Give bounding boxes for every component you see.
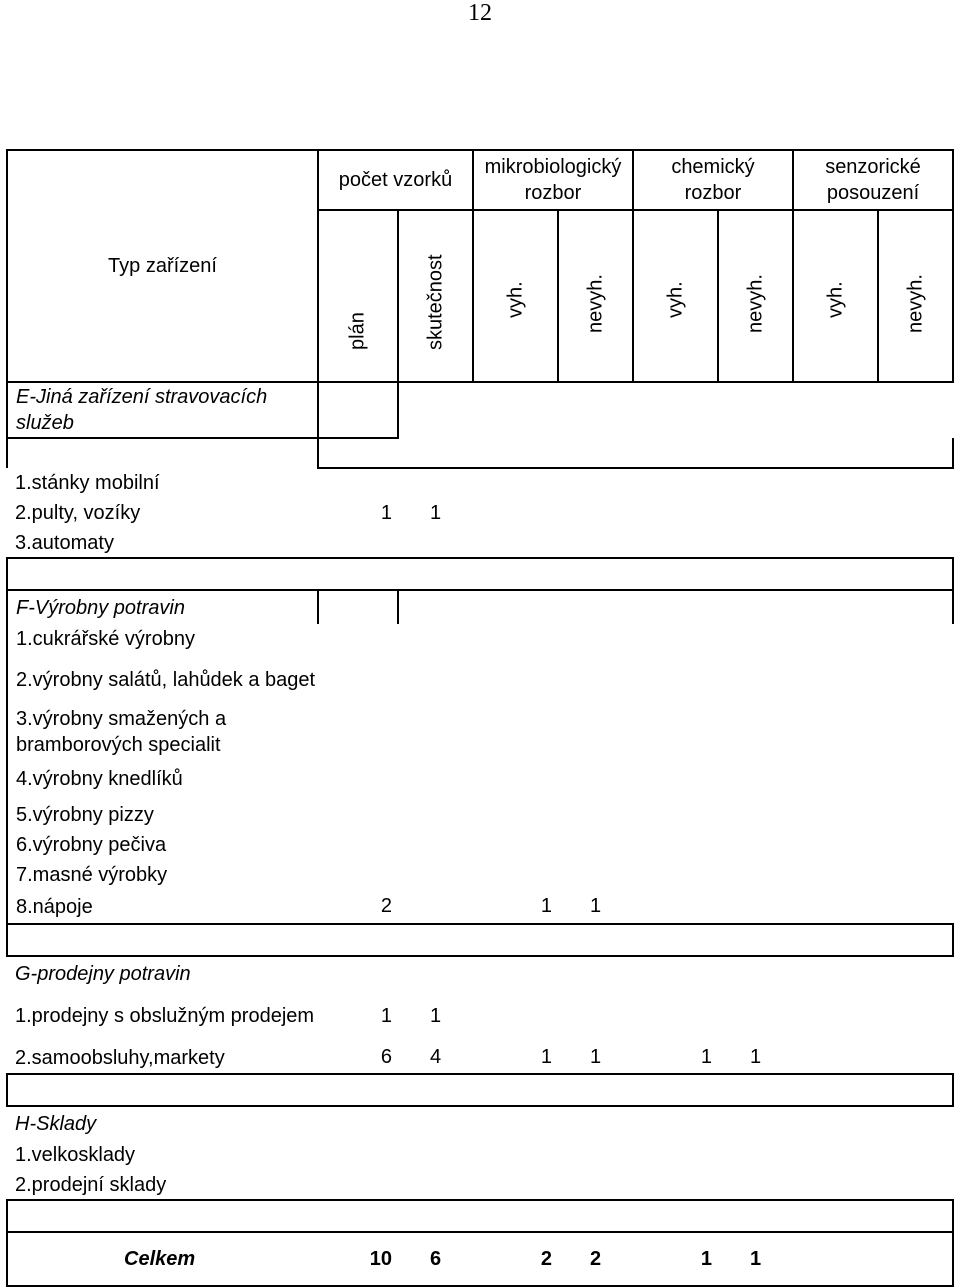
plan-header: plán (318, 210, 398, 382)
actual-header: skutečnost (398, 210, 473, 382)
row-e2-label: 2.pulty, vozíky (15, 502, 141, 524)
row-f8-micro-fail: 1 (589, 895, 602, 917)
row-e2-plan: 1 (380, 501, 392, 524)
row-f6-label: 6.výrobny pečiva (7, 830, 318, 860)
row-g2-actual: 4 (429, 1046, 442, 1068)
row-g2-chem-pass: 1 (700, 1046, 712, 1068)
total-chem-pass: 1 (633, 1232, 718, 1286)
section-e-title: E-Jiná zařízení stravovacích služeb (7, 382, 318, 438)
row-g1-plan: 1 (380, 1004, 392, 1027)
section-g-title: G-prodejny potravin (15, 962, 191, 985)
row-f4-label: 4.výrobny knedlíků (7, 758, 318, 800)
row-e3-label: 3.automaty (15, 531, 114, 554)
row-g2-micro-pass: 1 (540, 1046, 552, 1068)
row-f2-label: 2.výrobny salátů, lahůdek a baget (7, 654, 318, 706)
chem-pass-header: vyh. (633, 210, 718, 382)
row-h1-label: 1.velkosklady (15, 1144, 136, 1166)
row-f3-label: 3.výrobny smažených a bramborových specialit (7, 706, 318, 758)
row-f8-plan: 2 (380, 895, 392, 917)
row-f8-micro-pass: 1 (540, 895, 552, 917)
total-actual: 6 (398, 1232, 473, 1286)
micro-pass-header: vyh. (473, 210, 558, 382)
row-g2-plan: 6 (380, 1046, 392, 1068)
sens-fail-header: nevyh. (878, 210, 953, 382)
section-separator (7, 558, 953, 590)
row-g2-micro-fail: 1 (589, 1046, 602, 1068)
samples-table (6, 149, 954, 1287)
sample-count-header: počet vzorků (318, 150, 473, 210)
total-plan: 10 (318, 1232, 398, 1286)
total-micro-pass: 2 (473, 1232, 558, 1286)
section-h-title: H-Sklady (15, 1112, 97, 1135)
section-separator (7, 1074, 953, 1106)
row-g1-actual: 1 (429, 1004, 442, 1027)
row-g2-chem-fail: 1 (749, 1046, 762, 1068)
total-chem-fail: 1 (718, 1232, 793, 1286)
type-header: Typ zařízení (7, 150, 318, 382)
sensory-header: senzorické posouzení (793, 150, 953, 210)
row-f8-label: 8.nápoje (7, 890, 318, 924)
sens-pass-header: vyh. (793, 210, 878, 382)
total-micro-fail: 2 (558, 1232, 633, 1286)
micro-header: mikrobiologický rozbor (473, 150, 633, 210)
section-f-title: F-Výrobny potravin (7, 590, 318, 624)
page-number: 12 (468, 0, 492, 26)
row-g1-label: 1.prodejny s obslužným prodejem (15, 1005, 315, 1027)
chem-header: chemický rozbor (633, 150, 793, 210)
chem-fail-header: nevyh. (718, 210, 793, 382)
row-e2-actual: 1 (429, 501, 442, 524)
row-f1-label: 1.cukrářské výrobny (7, 624, 318, 654)
row-h2-label: 2.prodejní sklady (15, 1173, 167, 1196)
micro-fail-header: nevyh. (558, 210, 633, 382)
section-separator (7, 1200, 953, 1232)
row-f5-label: 5.výrobny pizzy (7, 800, 318, 830)
row-e1-label: 1.stánky mobilní (15, 472, 160, 494)
section-separator (7, 924, 953, 956)
row-g2-label: 2.samoobsluhy,markety (15, 1046, 225, 1069)
total-label: Celkem (7, 1232, 318, 1286)
row-f7-label: 7.masné výrobky (7, 860, 318, 890)
